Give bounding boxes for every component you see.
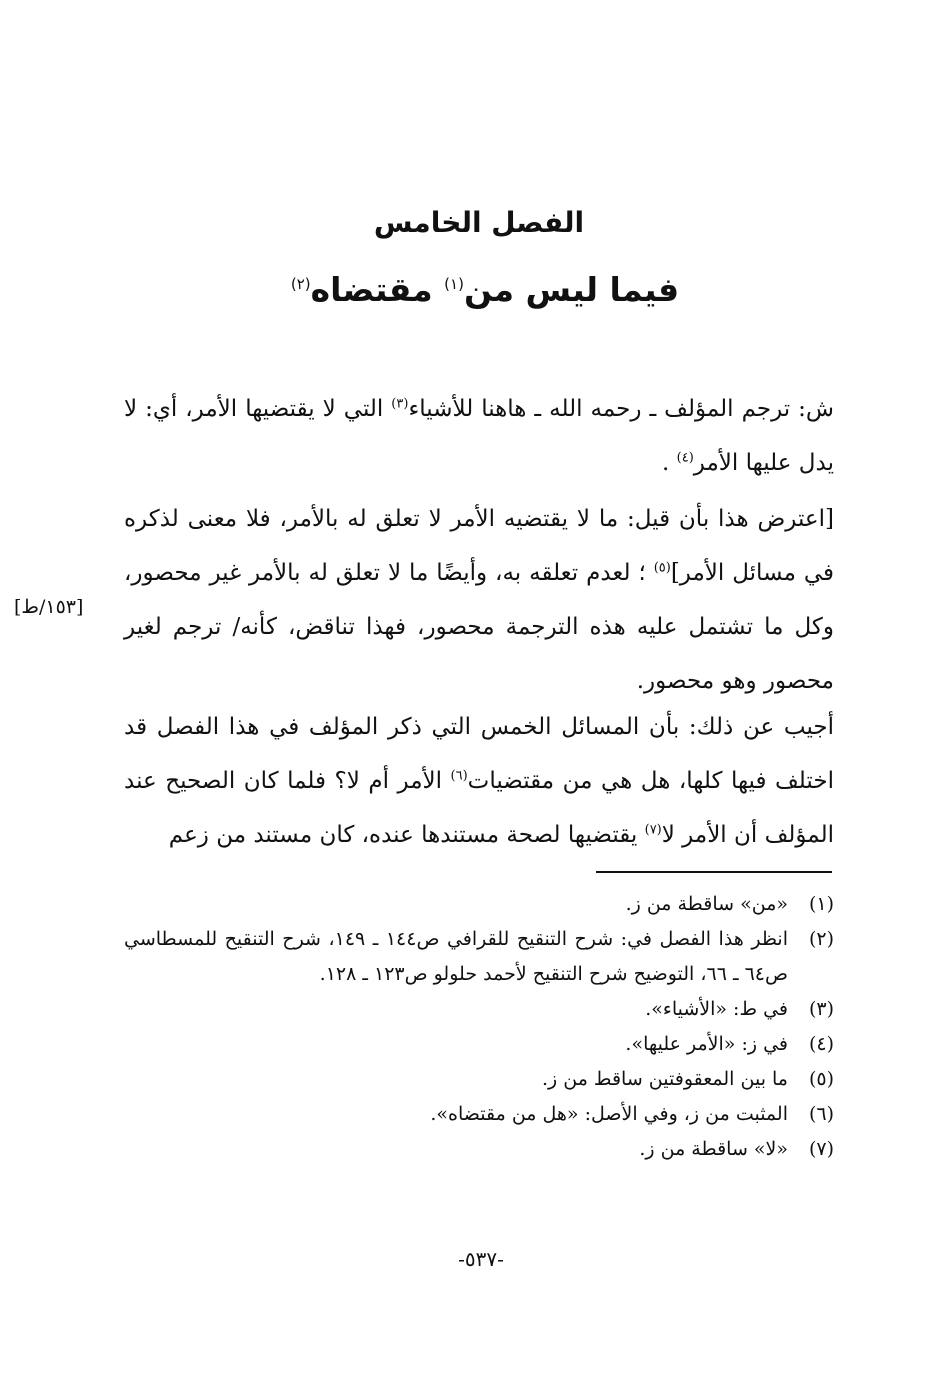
footnote-ref: (٣) <box>391 396 409 412</box>
footnote-number: (٢) <box>808 928 834 950</box>
footnote-text: في ز: «الأمر عليها». <box>625 1033 788 1055</box>
footnote-ref: (٥) <box>653 560 671 576</box>
paragraph-3 <box>124 700 834 862</box>
footnote-number: (١) <box>808 893 834 915</box>
footnote-ref: (٦) <box>450 768 468 784</box>
chapter-title: الفصل الخامس <box>373 206 585 239</box>
footnote-number: (٧) <box>808 1138 834 1160</box>
paragraph-2 <box>124 492 834 708</box>
footnotes-list <box>124 887 834 1167</box>
footnote-text: في ط: «الأشياء». <box>645 998 788 1020</box>
paragraph-text: [اعترض هذا بأن قيل: ما لا يقتضيه الأمر لا تعلق له بالأمر، فلا معنى لذكره في مسائل الأمر] <box>124 506 834 586</box>
subtitle-text-2: مقتضاه <box>310 270 445 309</box>
paragraph-text: . <box>662 450 677 476</box>
footnote-ref: (١) <box>444 275 464 293</box>
footnote-item <box>124 1027 834 1062</box>
margin-page-reference: [١٥٣/ط] <box>14 596 84 618</box>
footnote-item <box>124 1132 834 1167</box>
subtitle-text-1: فيما ليس من <box>463 270 680 309</box>
footnote-text: «لا» ساقطة من ز. <box>639 1138 788 1160</box>
footnote-item <box>124 1062 834 1097</box>
paragraph-text: التي لا يقتضيها الأمر، أي: لا يدل عليها الأمر <box>124 396 834 476</box>
footnote-divider <box>596 871 832 873</box>
footnote-number: (٣) <box>808 998 834 1020</box>
footnote-text: المثبت من ز، وفي الأصل: «هل من مقتضاه». <box>430 1103 788 1125</box>
footnote-item <box>124 922 834 992</box>
footnote-text: ما بين المعقوفتين ساقط من ز. <box>542 1068 788 1090</box>
footnote-item <box>124 1097 834 1132</box>
footnote-ref: (٤) <box>676 450 694 466</box>
footnote-ref: (٢) <box>290 275 311 293</box>
footnote-number: (٤) <box>808 1033 834 1055</box>
paragraph-text: أجيب عن ذلك: بأن المسائل الخمس التي ذكر المؤلف في هذا الفصل قد اختلف فيها كلها، هل هي من مقتضيات <box>124 714 834 794</box>
paragraph-text: ؛ لعدم تعلقه به، وأيضًا ما لا تعلق له بالأمر غير محصور، وكل ما تشتمل عليه هذه الترجمة محصور، فهذا تناقض، كأنه/ ترجم لغير محصور وهو محصور. <box>124 560 834 694</box>
chapter-subtitle <box>0 270 942 309</box>
footnote-text: انظر هذا الفصل في: شرح التنقيح للقرافي ص١٤٤ ـ ١٤٩، شرح التنقيح للمسطاسي ص٦٤ ـ ٦٦، التوضيح شرح التنقيح لأحمد حلولو ص١٢٣ ـ ١٢٨. <box>124 928 788 985</box>
footnote-number: (٥) <box>808 1068 834 1090</box>
footnote-ref: (٧) <box>644 822 662 838</box>
paragraph-text: الأمر أم لا؟ فلما كان الصحيح عند المؤلف أن الأمر لا <box>124 768 834 848</box>
paragraph-text: ش: ترجم المؤلف ـ رحمه الله ـ هاهنا للأشياء <box>408 396 835 422</box>
footnote-item <box>124 887 834 922</box>
footnote-item <box>124 992 834 1027</box>
paragraph-1 <box>124 382 834 490</box>
footnote-number: (٦) <box>808 1103 834 1125</box>
paragraph-text: يقتضيها لصحة مستندها عنده، كان مستند من زعم <box>168 822 645 848</box>
footnote-text: «من» ساقطة من ز. <box>625 893 788 915</box>
page-number: -٥٣٧- <box>458 1247 504 1271</box>
